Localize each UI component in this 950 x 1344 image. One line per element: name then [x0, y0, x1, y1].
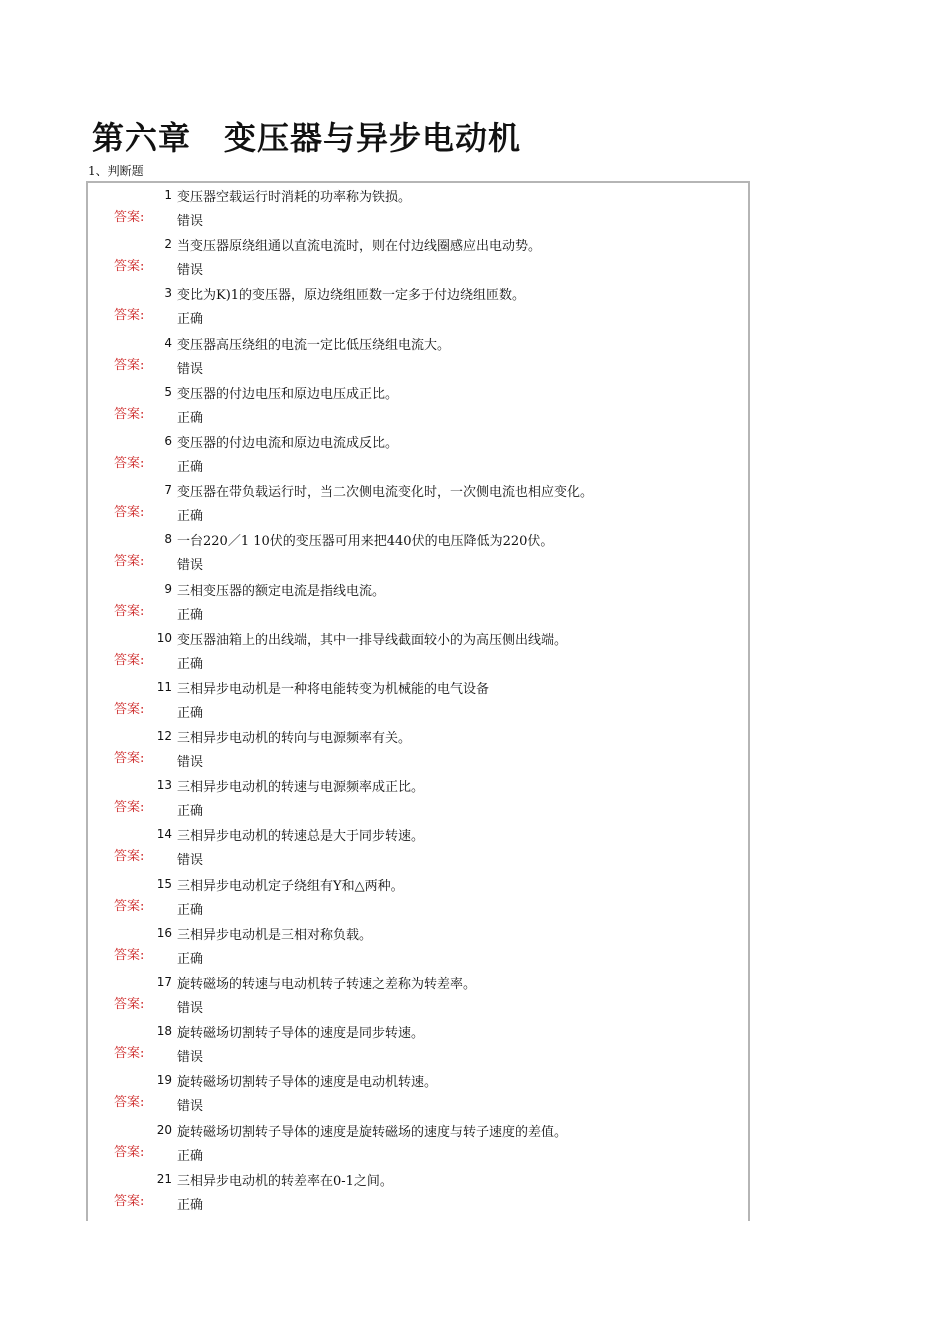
question-text: 旋转磁场切割转子导体的速度是同步转速。	[177, 1026, 425, 1042]
question-number: 12	[156, 729, 172, 744]
question-number: 4	[164, 335, 172, 350]
answer-text: 错误	[177, 214, 204, 229]
question-item	[88, 285, 748, 334]
question-list	[88, 187, 748, 1220]
question-text: 三相异步电动机的转差率在0-1之间。	[177, 1173, 393, 1189]
question-text: 变压器的付边电压和原边电压成正比。	[177, 386, 399, 402]
question-text: 一台220／1 10伏的变压器可用来把440伏的电压降低为220伏。	[177, 534, 554, 550]
question-number: 14	[156, 827, 172, 842]
question-item	[88, 679, 748, 728]
question-number: 9	[164, 581, 172, 596]
answer-text: 正确	[177, 607, 204, 623]
question-item	[88, 1122, 748, 1171]
question-text: 变压器在带负载运行时，当二次侧电流变化时，一次侧电流也相应变化。	[177, 485, 594, 501]
question-text: 变比为K)1的变压器，原边绕组匝数一定多于付边绕组匝数。	[177, 288, 526, 304]
question-text: 变压器高压绕组的电流一定比低压绕组电流大。	[177, 337, 451, 353]
answer-text: 正确	[177, 459, 204, 475]
answer-text: 错误	[177, 558, 204, 574]
question-number: 6	[164, 433, 172, 448]
question-number: 15	[156, 876, 172, 891]
question-item	[88, 630, 748, 679]
question-number: 18	[156, 1024, 172, 1039]
answer-text: 错误	[177, 361, 204, 377]
question-number: 11	[156, 679, 172, 694]
question-item	[88, 925, 748, 974]
question-text: 三相异步电动机是三相对称负载。	[177, 927, 373, 943]
answer-text: 正确	[177, 951, 204, 967]
question-text: 变压器的付边电流和原边电流成反比。	[177, 435, 399, 451]
answer-text: 正确	[177, 410, 204, 426]
question-text: 变压器油箱上的出线端，其中一排导线截面较小的为高压侧出线端。	[177, 632, 568, 648]
answer-text: 错误	[177, 1050, 204, 1066]
answer-text: 正确	[177, 705, 204, 721]
answer-text: 正确	[177, 1148, 204, 1164]
section-label: 1、判断题	[88, 164, 144, 178]
answer-text: 正确	[177, 804, 204, 820]
question-number: 1	[164, 188, 172, 202]
answer-label: 答案:	[114, 849, 145, 865]
question-item	[88, 482, 748, 531]
question-item	[88, 1072, 748, 1121]
question-number: 10	[156, 630, 172, 645]
question-item	[88, 974, 748, 1023]
answer-text: 正确	[177, 656, 204, 672]
question-number: 19	[156, 1073, 172, 1088]
question-item	[88, 187, 748, 236]
answer-text: 正确	[177, 1197, 204, 1213]
chapter-title: 第六章 变压器与异步电动机	[92, 119, 522, 157]
question-item	[88, 826, 748, 875]
question-number: 8	[164, 532, 172, 547]
answer-label: 答案:	[114, 898, 145, 914]
question-text: 三相异步电动机的转速与电源频率成正比。	[177, 780, 425, 796]
answer-text: 错误	[177, 1001, 204, 1016]
answer-label: 答案:	[114, 505, 145, 521]
answer-text: 错误	[177, 1099, 204, 1115]
question-item	[88, 531, 748, 580]
question-item	[88, 1023, 748, 1072]
question-item	[88, 384, 748, 433]
question-text: 旋转磁场的转速与电动机转子转速之差称为转差率。	[177, 977, 477, 992]
question-item	[88, 581, 748, 630]
answer-label: 答案:	[114, 406, 145, 422]
question-text: 旋转磁场切割转子导体的速度是电动机转速。	[177, 1075, 438, 1091]
answer-label: 答案:	[114, 800, 145, 816]
question-number: 7	[164, 483, 172, 498]
question-text: 三相异步电动机是一种将电能转变为机械能的电气设备	[177, 681, 490, 697]
question-text: 当变压器原绕组通以直流电流时，则在付边线圈感应出电动势。	[177, 239, 542, 255]
answer-text: 正确	[177, 509, 204, 525]
question-box	[86, 181, 750, 1221]
answer-label: 答案:	[114, 1193, 145, 1209]
question-number: 21	[156, 1171, 172, 1186]
answer-label: 答案:	[114, 603, 145, 619]
question-text: 三相异步电动机定子绕组有Y和△两种。	[177, 878, 404, 894]
answer-text: 错误	[177, 853, 204, 869]
answer-label: 答案:	[114, 1144, 145, 1160]
question-text: 变压器空载运行时消耗的功率称为铁损。	[177, 190, 412, 205]
answer-label: 答案:	[114, 652, 145, 668]
question-number: 13	[156, 778, 172, 793]
answer-label: 答案:	[114, 701, 145, 717]
question-item	[88, 335, 748, 384]
question-text: 三相异步电动机的转速总是大于同步转速。	[177, 829, 425, 845]
question-number: 5	[164, 384, 172, 399]
answer-label: 答案:	[114, 308, 145, 324]
answer-text: 正确	[177, 312, 204, 328]
question-item	[88, 876, 748, 925]
question-text: 三相异步电动机的转向与电源频率有关。	[177, 731, 412, 747]
question-item	[88, 236, 748, 285]
question-text: 三相变压器的额定电流是指线电流。	[177, 583, 386, 599]
answer-label: 答案:	[114, 997, 145, 1012]
question-item	[88, 1171, 748, 1220]
answer-label: 答案:	[114, 1046, 145, 1062]
answer-label: 答案:	[114, 554, 145, 570]
answer-text: 错误	[177, 755, 204, 771]
question-item	[88, 777, 748, 826]
question-item	[88, 433, 748, 482]
answer-label: 答案:	[114, 357, 145, 373]
question-text: 旋转磁场切割转子导体的速度是旋转磁场的速度与转子速度的差值。	[177, 1124, 568, 1140]
question-number: 17	[156, 975, 172, 989]
answer-text: 正确	[177, 902, 204, 918]
answer-label: 答案:	[114, 259, 145, 275]
answer-text: 错误	[177, 263, 204, 279]
question-number: 3	[164, 286, 172, 301]
question-item	[88, 728, 748, 777]
answer-label: 答案:	[114, 947, 145, 963]
answer-label: 答案:	[114, 751, 145, 767]
answer-label: 答案:	[114, 455, 145, 471]
answer-label: 答案:	[114, 210, 145, 225]
question-number: 20	[156, 1122, 172, 1137]
question-number: 16	[156, 925, 172, 940]
question-number: 2	[164, 237, 172, 252]
answer-label: 答案:	[114, 1095, 145, 1111]
